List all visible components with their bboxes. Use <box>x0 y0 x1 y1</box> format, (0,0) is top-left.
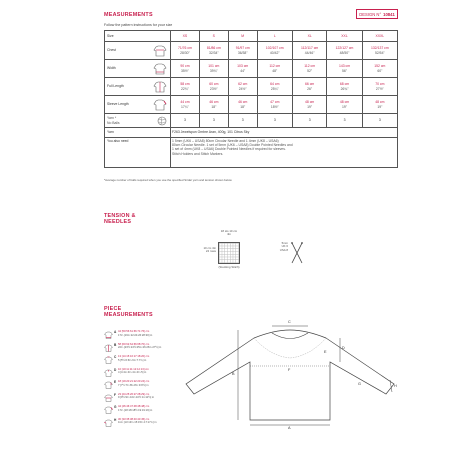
schematic-label-g: G <box>358 382 361 386</box>
size-cell: XXXL <box>362 31 397 42</box>
yarn-label: Yarn <box>105 128 171 138</box>
sleeve-length-row <box>105 96 398 114</box>
design-number: 10841 <box>383 11 395 17</box>
jumper-icon <box>104 394 113 402</box>
size-label: Size <box>105 31 171 42</box>
size-cell: S <box>199 31 228 42</box>
tension-title <box>104 213 136 226</box>
width-row <box>105 60 398 78</box>
yarn-row <box>105 128 398 138</box>
jumper-sleeve-icon <box>153 99 167 111</box>
jumper-icon <box>104 344 113 352</box>
schematic-label-e: E <box>324 350 327 354</box>
piece-title-line2: MEASUREMENTS <box>104 312 153 319</box>
piece-measure-item: G 44 [46:46:47:48:48:48] cm 17¼ [18:18:18½:19:19:19] in <box>104 405 190 417</box>
size-cell: L <box>257 31 292 42</box>
value-cell: 3 <box>257 114 292 128</box>
schematic-label-c: C <box>288 320 291 324</box>
tension-top-label: 18 sts 10 cm 4in <box>220 229 238 237</box>
row-label-text: Chest <box>107 48 116 53</box>
value-cell: 64 cm 25¼" <box>257 78 292 96</box>
size-cell: XXL <box>327 31 362 42</box>
value-cell: 152 cm 60" <box>362 60 397 78</box>
needles-row <box>105 138 398 168</box>
row-label-text: Sleeve Length <box>107 102 129 107</box>
value-cell: 62 cm 24½" <box>228 78 257 96</box>
needles-value: 1 5mm (UK6 – USA8) 80cm Circular Needle and 1 4mm (UK8 – USA6) 80cm Circular Needle. 1 set of 5mm (UK6 – USA8) Double Pointed Needles and 1 set of 4mm (UK8 – USA6) Double Pointed Needles if required for sleeves. Stitch Holders and Stitch Markers. <box>171 138 398 168</box>
value-cell: 103 cm 44" <box>228 60 257 78</box>
jumper-icon <box>104 331 113 339</box>
value-cell: 122/127 cm 48/50" <box>327 42 362 60</box>
value-cell: 90 cm 35½" <box>171 60 200 78</box>
row-label <box>105 60 171 78</box>
schematic-label-a: A <box>288 426 291 430</box>
piece-measure-item: A 44 [50:56:61:66:71:76] cm 17¼ [19¾:22:24:26:28:30] in <box>104 330 190 342</box>
balls-label-1: Yarn * <box>107 116 117 121</box>
jumper-chest-icon <box>153 45 167 57</box>
yarn-ball-icon <box>157 116 167 126</box>
value-cell: 48 cm 19" <box>327 96 362 114</box>
piece-title-line1: PIECE <box>104 306 122 312</box>
value-cell: 48 cm 19" <box>292 96 326 114</box>
schematic-label-f: F <box>288 368 291 372</box>
tension-diagram <box>178 229 308 284</box>
tension-title-line2: NEEDLES <box>104 219 132 226</box>
jumper-length-icon <box>153 81 167 93</box>
jumper-icon <box>104 356 113 364</box>
chest-row <box>105 42 398 60</box>
value-cell: 3 <box>362 114 397 128</box>
value-cell: 3 <box>199 114 228 128</box>
value-cell: 70 cm 27½" <box>362 78 397 96</box>
jumper-schematic <box>180 322 400 432</box>
value-cell: 112 cm 48" <box>257 60 292 78</box>
yarn-value: F263 Jewelspun Ombre Aran, 400g, 101 Citrus Sky <box>171 128 398 138</box>
tension-side-label: 10 cm 4in 24 rows <box>203 246 216 254</box>
piece-measure-item: E 18 [19:20:21:22:23:24] cm 7 [7½:7¾:8¼:8¾:9:9½] in <box>104 380 190 392</box>
intro-text: Follow the pattern instructions for your size <box>104 23 173 27</box>
value-cell: 44 cm 17¼" <box>171 96 200 114</box>
jumper-icon <box>104 406 113 414</box>
size-cell: XS <box>171 31 200 42</box>
jumper-icon <box>104 369 113 377</box>
piece-measure-item: C 13 [14:15:16:17:18:20] cm 5 [5½:6:6¼:6¾:7:7¾] in <box>104 355 190 367</box>
row-label-text: Width <box>107 66 116 71</box>
value-cell: 3 <box>228 114 257 128</box>
row-label <box>105 96 171 114</box>
size-cell: M <box>228 31 257 42</box>
balls-row <box>105 114 398 128</box>
row-label <box>105 114 171 128</box>
value-cell: 81/86 cm 32/34" <box>199 42 228 60</box>
value-cell: 101 cm 39¾" <box>199 60 228 78</box>
jumper-icon <box>104 419 113 427</box>
size-table <box>104 30 398 168</box>
value-cell: 46 cm 18" <box>228 96 257 114</box>
design-label: DESIGN N° <box>359 11 382 17</box>
piece-title <box>104 306 153 319</box>
value-cell: 143 cm 56" <box>327 60 362 78</box>
tension-title-line1: TENSION & <box>104 213 136 219</box>
value-cell: 68 cm 26¾" <box>327 78 362 96</box>
needles-label: You also need <box>105 138 171 168</box>
value-cell: 48 cm 19" <box>362 96 397 114</box>
size-cell: XL <box>292 31 326 42</box>
tension-swatch <box>218 242 240 264</box>
piece-measure-item: H 30 [33:35:38:40:43:45] cm 11¾ [13:13¾:15:15¾:17:17¾] in <box>104 418 190 430</box>
value-cell: 58 cm 22¾" <box>171 78 200 96</box>
value-cell: 60 cm 23½" <box>199 78 228 96</box>
value-cell: 132/137 cm 52/54" <box>362 42 397 60</box>
footnote: *Average number of balls required when you use the specified Sirdar yarn and tension shown below <box>104 178 232 182</box>
size-row <box>105 31 398 42</box>
value-cell: 47 cm 18½" <box>257 96 292 114</box>
value-cell: 3 <box>327 114 362 128</box>
value-cell: 46 cm 18" <box>199 96 228 114</box>
needle-size-label: 5mm UK 6 USA 8 <box>279 241 288 252</box>
piece-measure-item: B 58 [60:62:64:66:68:70] cm 22¾ [23½:24½:25¼:26:26¾:27½] in <box>104 343 190 355</box>
value-cell: 71/76 cm 28/30" <box>171 42 200 60</box>
value-cell: 3 <box>292 114 326 128</box>
crossed-needles-icon <box>290 242 304 264</box>
piece-measure-item: D 10 [10:11:11:12:12:13] cm 4 [4:4¼:4¼:4¾:4¾:5] in <box>104 368 190 380</box>
balls-label-2: No Balls <box>107 120 120 125</box>
tension-bottom-label: (Stocking Stitch) <box>218 265 240 269</box>
value-cell: 66 cm 26" <box>292 78 326 96</box>
row-label-text: Full Length <box>107 84 124 89</box>
piece-measure-item: F 23 [24:25:26:27:28:29] cm 9 [9½:9¾:10¼:10½:11:11½] in <box>104 393 190 405</box>
schematic-label-d: D <box>342 346 345 350</box>
row-label <box>105 42 171 60</box>
full-length-row <box>105 78 398 96</box>
value-cell: 91/97 cm 36/38" <box>228 42 257 60</box>
value-cell: 112/117 cm 44/46" <box>292 42 326 60</box>
row-label <box>105 78 171 96</box>
design-number-box <box>356 9 398 19</box>
value-cell: 3 <box>171 114 200 128</box>
schematic-label-b: B <box>232 372 235 376</box>
jumper-icon <box>104 381 113 389</box>
schematic-label-h: H <box>394 384 397 388</box>
value-cell: 112 cm 52" <box>292 60 326 78</box>
measurements-title: MEASUREMENTS <box>104 12 153 18</box>
jumper-width-icon <box>153 63 167 75</box>
value-cell: 102/107 cm 40/42" <box>257 42 292 60</box>
jumper-schematic-drawing <box>180 322 400 432</box>
